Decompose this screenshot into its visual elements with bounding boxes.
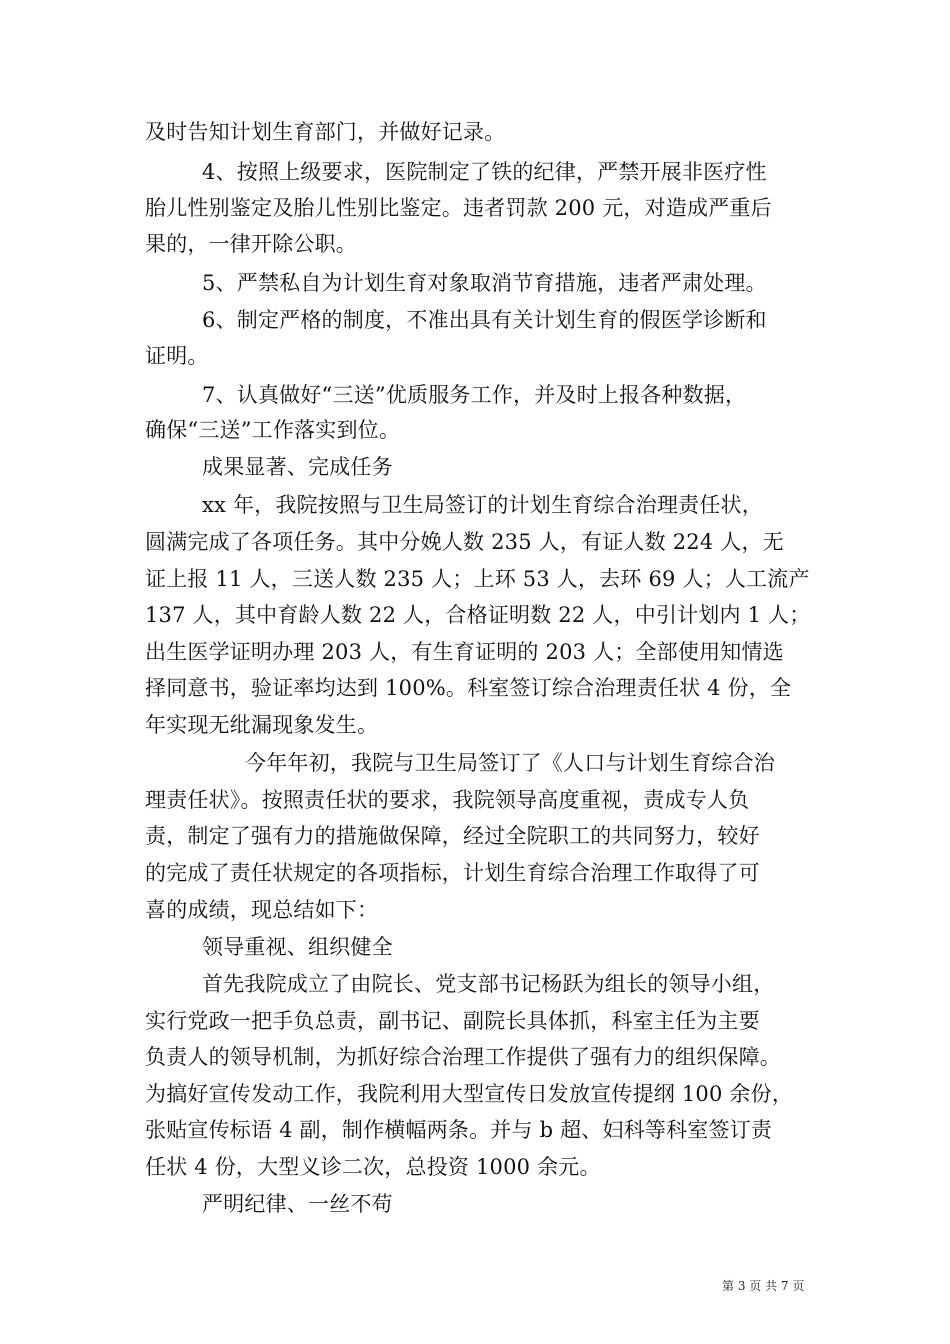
text-line: 证上报 11 人，三送人数 235 人；上环 53 人，去环 69 人；人工流产 [145, 567, 810, 591]
text-line: 6、制定严格的制度，不准出具有关计划生育的假医学诊断和 [202, 308, 767, 332]
text-line: 5、严禁私自为计划生育对象取消节育措施，违者严肃处理。 [202, 271, 767, 295]
text-line: 首先我院成立了由院长、党支部书记杨跃为组长的领导小组， [202, 972, 775, 996]
text-line: 4、按照上级要求，医院制定了铁的纪律，严禁开展非医疗性 [202, 160, 767, 184]
text-line: 的完成了责任状规定的各项指标，计划生育综合治理工作取得了可 [145, 861, 760, 885]
text-line: xx 年，我院按照与卫生局签订的计划生育综合治理责任状， [202, 493, 763, 517]
text-line: 确保“三送”工作落实到位。 [145, 418, 401, 442]
text-line: 7、认真做好“三送”优质服务工作，并及时上报各种数据， [202, 383, 747, 407]
text-line: 年实现无纰漏现象发生。 [145, 713, 379, 737]
text-line: 今年年初，我院与卫生局签订了《人口与计划生育综合治 [245, 751, 775, 775]
section-heading: 严明纪律、一丝不苟 [202, 1192, 393, 1216]
text-line: 137 人，其中育龄人数 22 人，合格证明数 22 人，中引计划内 1 人； [145, 603, 811, 627]
section-heading: 领导重视、组织健全 [202, 935, 393, 959]
section-heading: 成果显著、完成任务 [202, 455, 393, 479]
text-line: 为搞好宣传发动工作，我院利用大型宣传日发放宣传提纲 100 余份， [145, 1082, 794, 1106]
text-line: 理责任状》。按照责任状的要求，我院领导高度重视，责成专人负 [145, 788, 750, 812]
text-line: 任状 4 份，大型义诊二次，总投资 1000 余元。 [145, 1155, 601, 1179]
text-line: 果的，一律开除公职。 [145, 232, 357, 256]
text-line: 张贴宣传标语 4 副，制作横幅两条。并与 b 超、妇科等科室签订责 [145, 1118, 773, 1142]
text-line: 喜的成绩，现总结如下： [145, 898, 379, 922]
text-line: 出生医学证明办理 203 人，有生育证明的 203 人；全部使用知情选 [145, 640, 784, 664]
text-line: 实行党政一把手负总责，副书记、副院长具体抓，科室主任为主要 [145, 1009, 760, 1033]
text-line: 负责人的领导机制，为抓好综合治理工作提供了强有力的组织保障。 [145, 1045, 781, 1069]
text-line: 证明。 [145, 344, 209, 368]
page-number: 第 3 页 共 7 页 [722, 1279, 805, 1293]
text-line: 择同意书，验证率均达到 100%。科室签订综合治理责任状 4 份，全 [145, 676, 792, 700]
text-line: 及时告知计划生育部门，并做好记录。 [145, 120, 506, 144]
text-line: 责，制定了强有力的措施做保障，经过全院职工的共同努力，较好 [145, 824, 760, 848]
text-line: 胎儿性别鉴定及胎儿性别比鉴定。违者罚款 200 元，对造成严重后 [145, 196, 772, 220]
text-line: 圆满完成了各项任务。其中分娩人数 235 人，有证人数 224 人，无 [145, 530, 784, 554]
